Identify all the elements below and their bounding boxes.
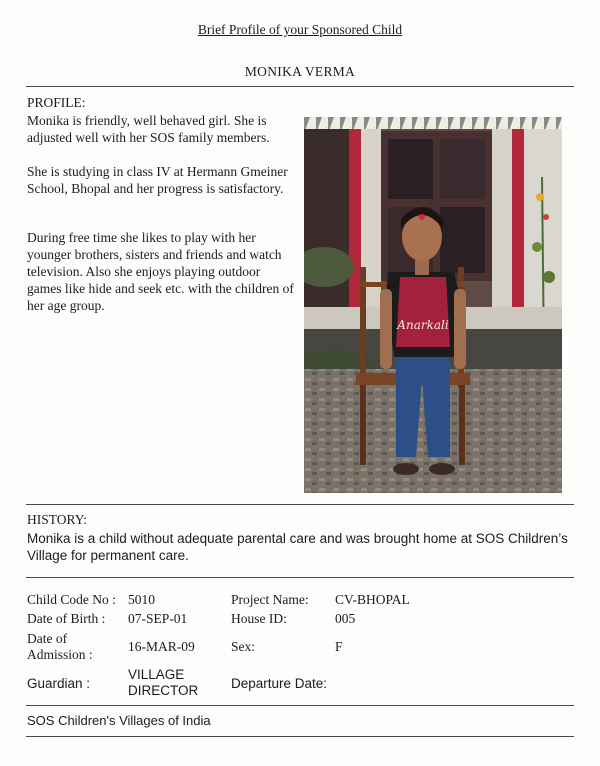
history-label: HISTORY: — [27, 512, 88, 527]
admission-label-line1: Date of — [27, 631, 68, 646]
history-text: Monika is a child without adequate parental care and was brought home at SOS Children’s Village for permanent care. — [27, 531, 568, 563]
profile-label: PROFILE: — [27, 95, 86, 110]
divider — [26, 736, 574, 737]
shirt-text: Anarkali — [397, 318, 449, 332]
child-code-value: 5010 — [128, 592, 155, 607]
guardian-label: Guardian : — [27, 676, 91, 691]
divider — [26, 577, 574, 578]
sex-label: Sex: — [231, 639, 256, 654]
footer-org: SOS Children's Villages of India — [27, 713, 211, 728]
departure-date-label: Departure Date: — [231, 676, 328, 691]
project-name-label: Project Name: — [231, 592, 309, 607]
admission-value: 16-MAR-09 — [128, 639, 195, 654]
house-id-label: House ID: — [231, 611, 287, 626]
project-name-value: CV-BHOPAL — [335, 592, 410, 607]
profile-paragraph-2: She is studying in class IV at Hermann Gmeiner School, Bhopal and her progress is satisfactory. — [27, 164, 288, 196]
dob-label: Date of Birth : — [27, 611, 106, 626]
profile-paragraph-1: Monika is friendly, well behaved girl. She is adjusted well with her SOS family members. — [27, 113, 270, 145]
sex-value: F — [335, 639, 343, 654]
child-name: MONIKA VERMA — [244, 64, 356, 79]
profile-paragraph-3: During free time she likes to play with her younger brothers, sisters and friends and watch television. Also she enjoys playing outdoor games like hide and seek etc. with the children of her age group. — [27, 230, 294, 313]
dob-value: 07-SEP-01 — [128, 611, 188, 626]
divider — [26, 705, 574, 706]
guardian-value-line2: DIRECTOR — [128, 683, 199, 698]
divider — [26, 504, 574, 505]
admission-label-line2: Admission : — [27, 647, 93, 662]
child-photo — [304, 117, 562, 493]
divider — [26, 86, 574, 87]
child-code-label: Child Code No : — [27, 592, 116, 607]
house-id-value: 005 — [335, 611, 356, 626]
guardian-value-line1: VILLAGE — [128, 667, 185, 682]
document-title: Brief Profile of your Sponsored Child — [197, 22, 403, 37]
